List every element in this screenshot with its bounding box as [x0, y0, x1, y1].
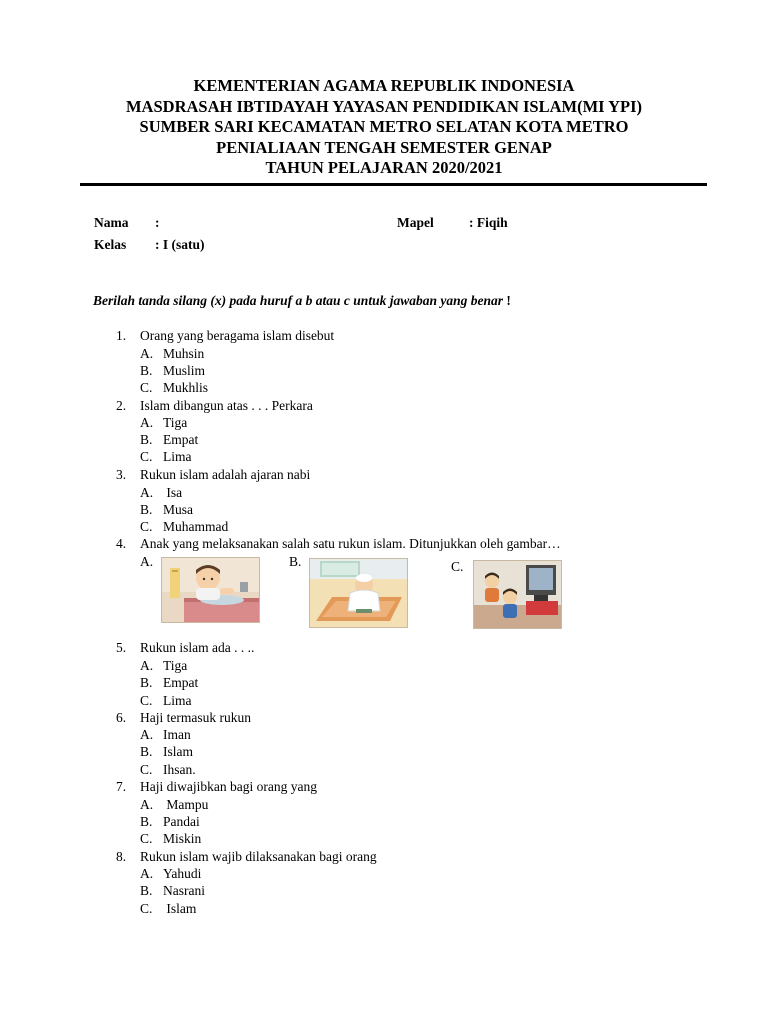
option-letter: B.	[140, 814, 153, 829]
question-number: 8.	[116, 849, 127, 864]
option-text: Islam	[163, 744, 193, 759]
question-text: Anak yang melaksanakan salah satu rukun islam. Ditunjukkan oleh gambar…	[140, 536, 561, 551]
kelas-label: Kelas	[94, 237, 127, 252]
picture-c-label[interactable]: C.	[451, 559, 464, 574]
option-letter: B.	[140, 675, 153, 690]
option-text: Tiga	[163, 415, 188, 430]
option-text: Islam	[163, 901, 197, 916]
option-letter: A.	[140, 415, 154, 430]
option-letter: B.	[140, 883, 153, 898]
option-letter: A.	[140, 658, 154, 673]
header-divider	[80, 183, 707, 186]
picture-a-ablution[interactable]	[161, 557, 260, 623]
option-letter: C.	[140, 449, 153, 464]
option-text: Musa	[163, 502, 193, 517]
nama-value: :	[155, 215, 160, 230]
picture-b-prayer[interactable]	[309, 558, 408, 628]
option-letter: C.	[140, 901, 153, 916]
question-text: Haji diwajibkan bagi orang yang	[140, 779, 317, 794]
question-text: Rukun islam wajib dilaksanakan bagi orang	[140, 849, 377, 864]
question-number: 1.	[116, 328, 127, 343]
header-line-ministry: KEMENTERIAN AGAMA REPUBLIK INDONESIA	[193, 76, 575, 95]
option-letter: A.	[140, 346, 154, 361]
option-text: Miskin	[163, 831, 202, 846]
option-text: Isa	[163, 485, 183, 500]
option-text: Ihsan.	[163, 762, 196, 777]
mapel-label: Mapel	[397, 215, 434, 230]
option-letter: C.	[140, 693, 153, 708]
question-text: Haji termasuk rukun	[140, 710, 251, 725]
option-letter: C.	[140, 380, 153, 395]
question-text: Rukun islam ada . . ..	[140, 640, 255, 655]
nama-label: Nama	[94, 215, 129, 230]
option-letter: B.	[140, 432, 153, 447]
prayer-illustration	[310, 559, 407, 627]
header-line-exam: PENIALIAAN TENGAH SEMESTER GENAP	[216, 137, 552, 157]
watching-tv-illustration	[474, 561, 561, 628]
option-letter: A.	[140, 727, 154, 742]
option-letter: B.	[140, 363, 153, 378]
header-line-location: SUMBER SARI KECAMATAN METRO SELATAN KOTA METRO	[139, 117, 629, 136]
header-line-school: MASDRASAH IBTIDAYAH YAYASAN PENDIDIKAN ISLAM(MI YPI)	[125, 96, 643, 116]
question-text: Islam dibangun atas . . . Perkara	[140, 398, 313, 413]
option-letter: C.	[140, 519, 153, 534]
option-text: Lima	[163, 693, 192, 708]
instruction-end: !	[502, 293, 511, 308]
question-text: Orang yang beragama islam disebut	[140, 328, 335, 343]
option-letter: C.	[140, 762, 153, 777]
picture-a-label[interactable]: A.	[140, 554, 154, 569]
option-text: Empat	[163, 432, 199, 447]
instruction-body: Berilah tanda silang (x) pada huruf a b atau c untuk jawaban yang benar	[93, 293, 503, 308]
option-letter: B.	[140, 502, 153, 517]
option-letter: A.	[140, 797, 154, 812]
picture-c-watching-tv[interactable]	[473, 560, 562, 629]
option-letter: A.	[140, 866, 154, 881]
option-letter: B.	[140, 744, 153, 759]
question-number: 3.	[116, 467, 127, 482]
question-number: 4.	[116, 536, 127, 551]
option-text: Empat	[163, 675, 199, 690]
option-text: Tiga	[163, 658, 188, 673]
instruction-text	[93, 293, 511, 309]
mapel-value: : Fiqih	[469, 215, 508, 230]
option-text: Pandai	[163, 814, 200, 829]
question-number: 2.	[116, 398, 127, 413]
header-line-year: TAHUN PELAJARAN 2020/2021	[265, 158, 503, 177]
option-text: Mampu	[163, 797, 209, 812]
question-number: 5.	[116, 640, 127, 655]
option-text: Lima	[163, 449, 192, 464]
option-text: Yahudi	[163, 866, 202, 881]
option-text: Muslim	[163, 363, 206, 378]
option-text: Nasrani	[163, 883, 205, 898]
option-text: Muhsin	[163, 346, 205, 361]
question-text: Rukun islam adalah ajaran nabi	[140, 467, 311, 482]
kelas-value: : I (satu)	[155, 237, 205, 252]
option-letter: A.	[140, 485, 154, 500]
option-text: Mukhlis	[163, 380, 209, 395]
ablution-illustration	[162, 558, 259, 622]
option-text: Muhammad	[163, 519, 229, 534]
picture-b-label[interactable]: B.	[289, 554, 302, 569]
document-header	[0, 76, 768, 179]
question-number: 7.	[116, 779, 127, 794]
question-number: 6.	[116, 710, 127, 725]
option-text: Iman	[163, 727, 191, 742]
option-letter: C.	[140, 831, 153, 846]
